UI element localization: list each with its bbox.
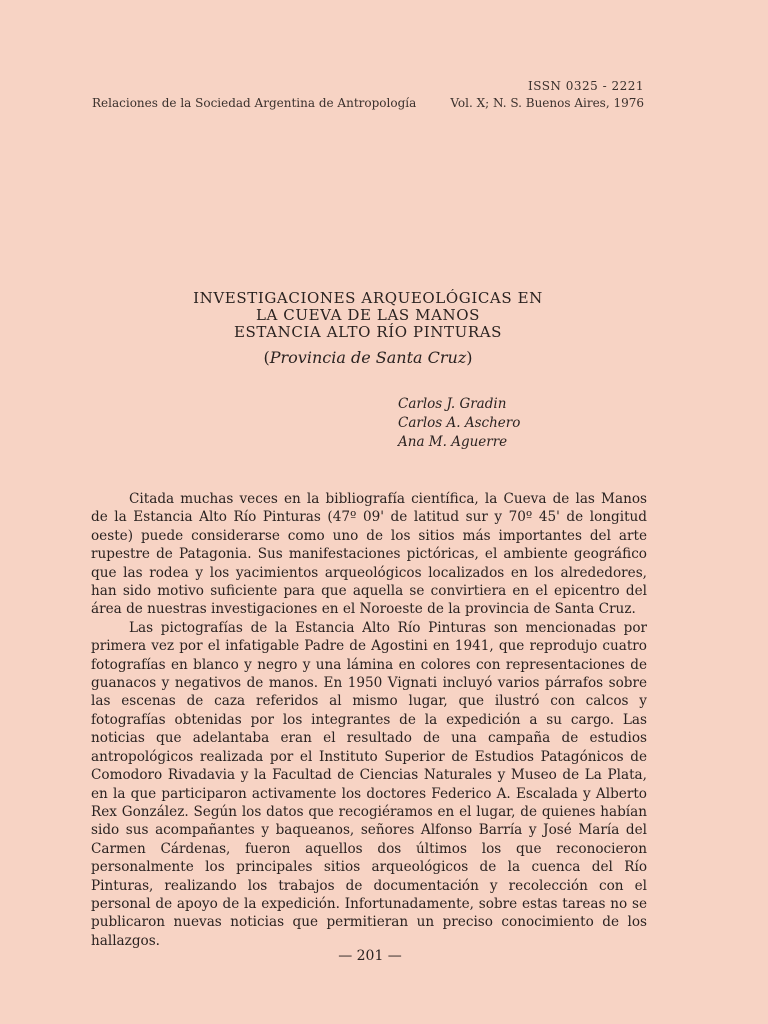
title-line: LA CUEVA DE LAS MANOS bbox=[255, 306, 481, 324]
page-number: — 201 — bbox=[338, 948, 402, 964]
title-line: ESTANCIA ALTO RÍO PINTURAS bbox=[233, 323, 503, 341]
issn: ISSN 0325 - 2221 bbox=[527, 79, 644, 93]
journal-name: Relaciones de la Sociedad Argentina de Antropología bbox=[92, 96, 417, 110]
subtitle-close-paren: ) bbox=[466, 348, 473, 367]
article-body bbox=[91, 490, 647, 950]
article-title bbox=[92, 290, 644, 341]
volume-info: Vol. X; N. S. Buenos Aires, 1976 bbox=[450, 96, 644, 110]
subtitle-open-paren: ( bbox=[263, 348, 270, 367]
subtitle-text: Provincia de Santa Cruz bbox=[269, 348, 467, 367]
author: Carlos A. Aschero bbox=[398, 415, 521, 431]
author-list bbox=[398, 395, 520, 452]
author: Ana M. Aguerre bbox=[398, 434, 508, 450]
paragraph: Las pictografías de la Estancia Alto Río Pinturas son mencionadas por primera vez por el infatigable Padre de Agostini en 1941, que reprodujo cuatro fotografías en blanco y negro y una lámina en colores con representaciones de guanacos y negativos de manos. En 1950 Vignati incluyó varios párrafos sobre las escenas de caza referidos al mismo lugar, que ilustró con calcos y fotografías obtenidas por los integrantes de la expedición a su cargo. Las noticias que adelantaba eran el resultado de una campaña de estudios antropológicos realizada por el Instituto Superior de Estudios Patagónicos de Comodoro Rivadavia y la Facultad de Ciencias Naturales y Museo de La Plata, en la que participaron activamente los doctores Federico A. Escalada y Alberto Rex González. Según los datos que recogiéramos en el lugar, de quienes habían sido sus acompañantes y baqueanos, señores Alfonso Barría y José María del Carmen Cárdenas, fueron aquellos dos últimos los que reconocieron personalmente los principales sitios arqueológicos de la cuenca del Río Pinturas, realizando los trabajos de documentación y recolección con el personal de apoyo de la expedición. Infortunadamente, sobre estas tareas no se publicaron nuevas noticias que permitieran un preciso conocimiento de los hallazgos. bbox=[91, 619, 647, 949]
paragraph: Citada muchas veces en la bibliografía científica, la Cueva de las Manos de la Estancia Alto Río Pinturas (47º 09' de latitud sur y 70º 45' de longitud oeste) puede considerarse como uno de los sitios más importantes del arte rupestre de Patagonia. Sus manifestaciones pictóricas, el ambiente geográfico que las rodea y los yacimientos arqueológicos localizados en los alrededores, han sido motivo suficiente para que aquella se convirtiera en el epicentro del área de nuestras investigaciones en el Noroeste de la provincia de Santa Cruz. bbox=[91, 491, 647, 618]
author: Carlos J. Gradin bbox=[398, 396, 507, 412]
article-subtitle bbox=[92, 348, 644, 367]
title-line: INVESTIGACIONES ARQUEOLÓGICAS EN bbox=[193, 289, 543, 307]
